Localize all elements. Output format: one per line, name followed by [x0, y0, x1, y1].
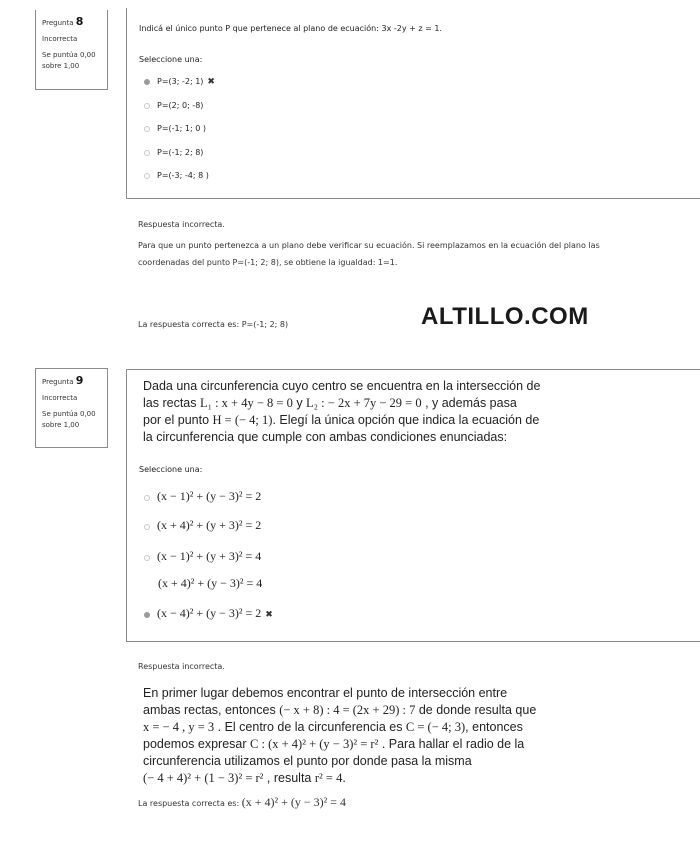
altillo-watermark-logo: ALTILLO.COM	[421, 303, 589, 330]
q8-option-5[interactable]: P=(-3; -4; 8 )	[144, 171, 209, 180]
q8-option-3[interactable]: P=(-1; 1; 0 )	[144, 124, 206, 133]
q8-question-text: Indicá el único punto P que pertenece al plano de ecuación: 3x -2y + z = 1.	[139, 24, 442, 33]
q8-feedback-line-1: Para que un punto pertenezca a un plano debe verificar su ecuación. Si reemplazamos en la ecuación del plano las	[138, 241, 600, 250]
q9-feedback-line-4: podemos expresar C : (x + 4)² + (y − 3)² = r² . Para hallar el radio de la	[143, 737, 525, 751]
q8-select-label: Seleccione una:	[139, 55, 203, 64]
q9-option-1[interactable]: (x − 1)² + (y − 3)² = 2	[144, 489, 261, 504]
q9-select-label: Seleccione una:	[139, 465, 203, 474]
q9-option-5[interactable]: (x − 4)² + (y − 3)² = 2 ✖	[144, 606, 273, 621]
q8-radio-4[interactable]	[144, 150, 150, 156]
q8-label: Pregunta	[42, 19, 74, 27]
q9-feedback-line-5: circunferencia utilizamos el punto por donde pasa la misma	[143, 754, 472, 768]
q9-question-line-3: por el punto H = (− 4; 1). Elegí la única opción que indica la ecuación de	[143, 413, 540, 427]
q9-score: Se puntúa 0,00 sobre 1,00	[42, 410, 96, 429]
q9-feedback-line-3: x = − 4 , y = 3 . El centro de la circunferencia es C = (− 4; 3), entonces	[143, 720, 523, 734]
q8-score: Se puntúa 0,00 sobre 1,00	[42, 51, 96, 70]
q8-status: Incorrecta	[42, 35, 78, 43]
q9-number: 9	[75, 374, 84, 387]
q8-correct-answer: La respuesta correcta es: P=(-1; 2; 8)	[138, 320, 289, 329]
q8-option-2[interactable]: P=(2; 0; -8)	[144, 101, 203, 110]
q9-feedback-line-2: ambas rectas, entonces (− x + 8) : 4 = (2x + 29) : 7 de donde resulta que	[143, 703, 537, 717]
q8-feedback-line-2: coordenadas del punto P=(-1; 2; 8), se obtiene la igualdad: 1=1.	[138, 258, 398, 267]
q9-correct-answer: La respuesta correcta es: (x + 4)² + (y − 3)² = 4	[138, 795, 346, 809]
q9-radio-1[interactable]	[144, 495, 150, 501]
q8-feedback-title: Respuesta incorrecta.	[138, 220, 225, 229]
q8-radio-5[interactable]	[144, 173, 150, 179]
q9-question-line-4: la circunferencia que cumple con ambas condiciones enunciadas:	[143, 430, 508, 444]
q9-info-box	[35, 368, 108, 448]
q8-radio-3[interactable]	[144, 126, 150, 132]
q8-option-1[interactable]: P=(3; -2; 1) ✖	[144, 77, 215, 87]
q9-feedback-line-1: En primer lugar debemos encontrar el punto de intersección entre	[143, 686, 508, 700]
q9-radio-3[interactable]	[144, 555, 150, 561]
q8-radio-2[interactable]	[144, 103, 150, 109]
q9-question-line-1: Dada una circunferencia cuyo centro se encuentra en la intersección de	[143, 379, 541, 393]
q9-feedback-title: Respuesta incorrecta.	[138, 662, 225, 671]
q9-option-3[interactable]: (x − 1)² + (y + 3)² = 4	[144, 549, 261, 564]
q8-option-4[interactable]: P=(-1; 2; 8)	[144, 148, 203, 157]
incorrect-cross-icon: ✖	[265, 610, 273, 620]
q8-radio-1[interactable]	[144, 79, 150, 85]
q8-content-panel	[126, 8, 700, 199]
incorrect-cross-icon: ✖	[207, 77, 215, 87]
q8-number: 8	[75, 15, 84, 28]
q9-label: Pregunta	[42, 378, 74, 386]
q9-status: Incorrecta	[42, 394, 78, 402]
q9-option-4[interactable]: (x + 4)² + (y − 3)² = 4	[158, 576, 263, 590]
q9-feedback-line-6: (− 4 + 4)² + (1 − 3)² = r² , resulta r² = 4.	[143, 771, 346, 785]
q9-question-line-2: las rectas L₁ : x + 4y − 8 = 0 y L₂ : − 2x + 7y − 29 = 0 , y además pasa	[143, 396, 517, 410]
q9-radio-2[interactable]	[144, 524, 150, 530]
q9-option-2[interactable]: (x + 4)² + (y + 3)² = 2	[144, 518, 261, 533]
q9-radio-5[interactable]	[144, 612, 150, 618]
q8-info-box	[35, 10, 108, 90]
